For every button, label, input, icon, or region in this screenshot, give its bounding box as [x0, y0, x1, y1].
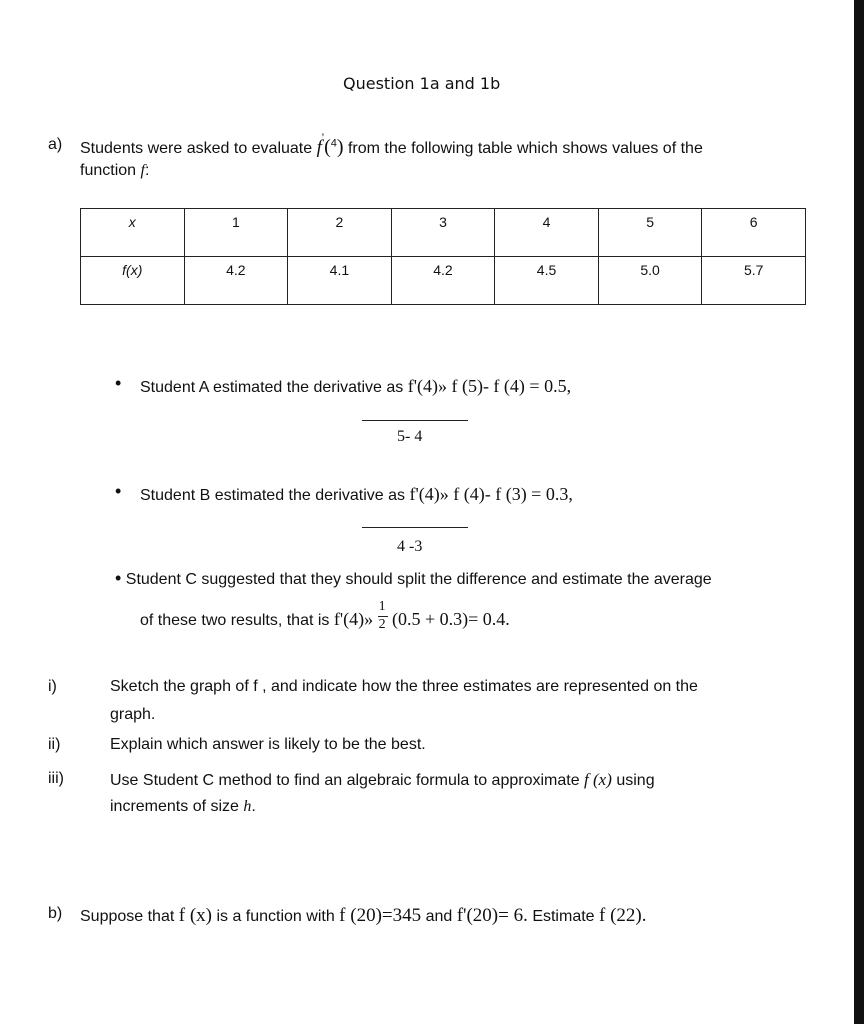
task-iii-suffix: using	[616, 772, 655, 789]
table-cell: 4.5	[495, 257, 599, 305]
part-b-eq1: f (20)=345	[339, 905, 422, 926]
task-iii-label: iii)	[48, 770, 64, 787]
table-cell: 2	[288, 209, 392, 257]
table-cell: 5.7	[702, 257, 806, 305]
table-cell: 4.1	[288, 257, 392, 305]
page-title: Question 1a and 1b	[343, 74, 501, 93]
fraction-bar-a	[362, 420, 468, 421]
right-border	[854, 0, 864, 1024]
colon: :	[144, 162, 150, 179]
part-b-text2: is a function with	[216, 908, 335, 925]
h-italic: h	[243, 798, 252, 815]
student-c-formula-end: (0.5 + 0.3)= 0.4.	[392, 609, 510, 629]
table-cell: 1	[184, 209, 288, 257]
bullet-c: •	[115, 568, 122, 588]
student-c-formula-start: f'(4)»	[333, 609, 374, 629]
student-b-line	[140, 484, 573, 505]
part-a-line1-suffix: from the following table which shows values of the	[347, 140, 703, 157]
bullet-a: •	[115, 373, 122, 393]
student-b-text: Student B estimated the derivative as	[140, 487, 406, 504]
task-i-line2: graph.	[110, 706, 156, 723]
table-cell: 4.2	[184, 257, 288, 305]
period: .	[251, 798, 256, 815]
half-numerator: 1	[378, 599, 386, 614]
half-fraction	[378, 599, 388, 632]
task-i-label: i)	[48, 678, 57, 695]
table-row-x	[81, 209, 806, 257]
line2-prefix: function	[80, 162, 137, 179]
part-b-text4: Estimate	[532, 908, 595, 925]
bullet-b: •	[115, 481, 122, 501]
fraction-bar-b	[362, 527, 468, 528]
part-b-label: b)	[48, 905, 63, 922]
student-c-line2	[140, 599, 510, 632]
part-b-eq3: f (22).	[599, 905, 647, 926]
values-table	[80, 208, 806, 305]
task-ii-line1: Explain which answer is likely to be the best.	[110, 736, 426, 753]
task-iii-prefix: Use Student C method to find an algebraic formula to approximate	[110, 772, 580, 789]
task-iii-line2	[110, 798, 256, 816]
student-a-text: Student A estimated the derivative as	[140, 379, 404, 396]
part-a-line1	[80, 130, 703, 159]
half-denominator: 2	[378, 617, 386, 632]
student-b-formula: f'(4)» f (4)- f (3) = 0.3,	[409, 484, 573, 504]
task-iii-line1	[110, 770, 655, 790]
f-italic: f	[140, 162, 145, 179]
part-a-label: a)	[48, 136, 63, 153]
table-cell: 6	[702, 209, 806, 257]
part-b-line	[80, 905, 647, 927]
task-iii-line2-prefix: increments of size	[110, 798, 239, 815]
paren-open: (	[324, 136, 331, 158]
part-b-eq2: f'(20)= 6.	[456, 905, 528, 926]
student-c-line1	[115, 568, 712, 589]
student-a-formula: f'(4)» f (5)- f (4) = 0.5,	[407, 376, 572, 396]
student-a-line	[140, 376, 571, 397]
paren-close: )	[336, 136, 344, 158]
part-a-line1-prefix: Students were asked to evaluate	[80, 140, 313, 157]
student-c-text1: Student C suggested that they should split the difference and estimate the average	[125, 571, 712, 588]
table-cell: 4	[495, 209, 599, 257]
student-b-denominator: 4 -3	[397, 538, 423, 555]
table-cell: 4.2	[391, 257, 495, 305]
task-ii-label: ii)	[48, 736, 61, 753]
table-cell: 5	[598, 209, 702, 257]
part-b-text1: Suppose that	[80, 908, 175, 925]
table-row-fx	[81, 257, 806, 305]
f-symbol: f	[316, 137, 322, 158]
table-cell: 3	[391, 209, 495, 257]
student-c-text2: of these two results, that is	[140, 612, 330, 629]
part-b-text3: and	[425, 908, 453, 925]
table-cell: 5.0	[598, 257, 702, 305]
task-i-line1: Sketch the graph of f , and indicate how the three estimates are represented on the	[110, 678, 698, 695]
table-cell: f(x)	[81, 257, 185, 305]
student-a-denominator: 5- 4	[397, 428, 423, 445]
prime-mark: '	[321, 130, 325, 144]
part-b-fx: f (x)	[178, 905, 212, 926]
part-a-line2	[80, 162, 149, 180]
table-cell: x	[81, 209, 185, 257]
task-iii-formula: f (x)	[584, 770, 612, 789]
arg-value: 4	[330, 137, 337, 150]
